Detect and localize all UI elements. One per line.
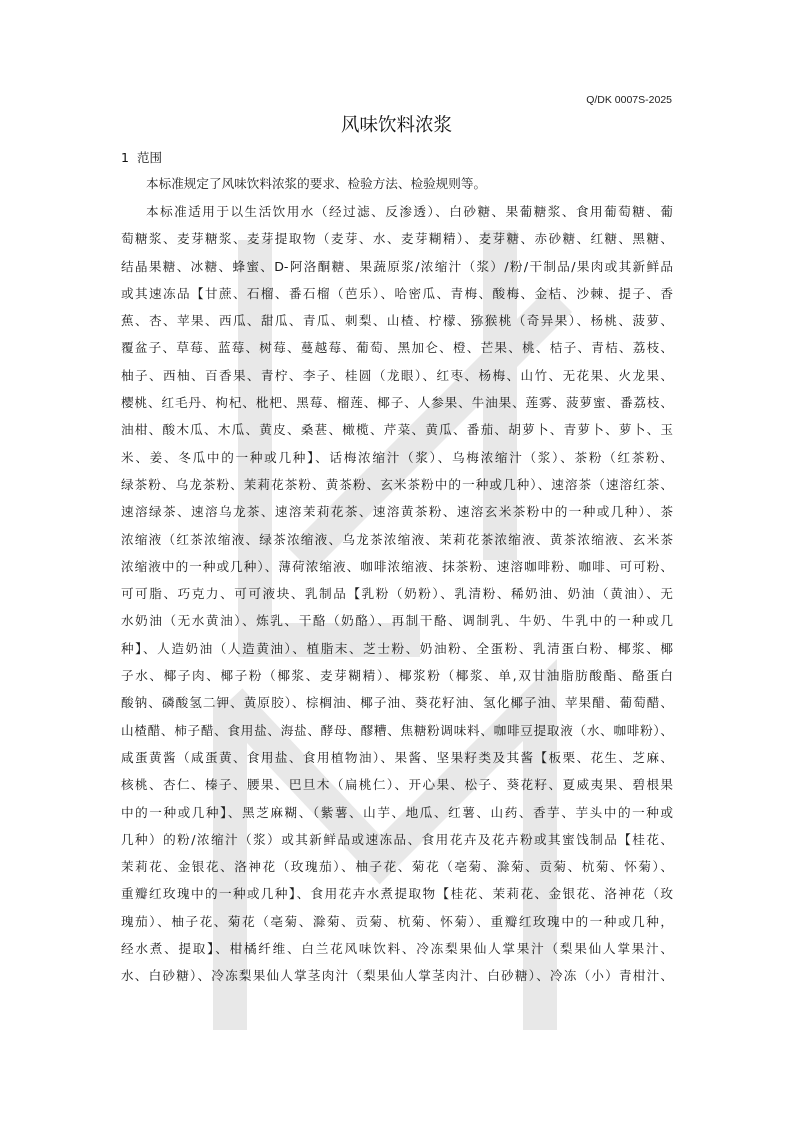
paragraph-line: 萄糖浆、麦芽糖浆、麦芽提取物（麦芽、水、麦芽糊精）、麦芽糖、赤砂糖、红糖、黑糖、 [121,231,673,247]
paragraph-line: 本标准规定了风味饮料浓浆的要求、检验方法、检验规则等。 [146,176,487,191]
paragraph-line: 结晶果糖、冰糖、蜂蜜、D-阿洛酮糖、果蔬原浆/浓缩汁（浆）/粉/干制品/果肉或其新鲜品 [121,258,673,274]
paragraph-line: 咸蛋黄酱（咸蛋黄、食用盐、食用植物油）、果酱、坚果籽类及其酱【板栗、花生、芝麻、 [121,749,673,765]
ingredients-paragraph [121,198,673,990]
paragraph-line: 覆盆子、草莓、蓝莓、树莓、蔓越莓、葡萄、黑加仑、橙、芒果、桃、桔子、青桔、荔枝、 [121,340,673,356]
document-title: 风味饮料浓浆 [340,115,452,136]
paragraph-line: 柚子、西柚、百香果、青柠、李子、桂圆（龙眼）、红枣、杨梅、山竹、无花果、火龙果、 [121,367,673,383]
paragraph-line: 种】、人造奶油（人造黄油）、植脂末、芝士粉、奶油粉、全蛋粉、乳清蛋白粉、椰浆、椰 [121,640,673,656]
paragraph-line: 油柑、酸木瓜、木瓜、黄皮、桑葚、橄榄、芹菜、黄瓜、番茄、胡萝卜、青萝卜、萝卜、玉 [121,422,673,438]
paragraph-line: 蕉、杏、苹果、西瓜、甜瓜、青瓜、刺梨、山楂、柠檬、猕猴桃（奇异果）、杨桃、菠萝、 [121,313,673,329]
paragraph-line: 本标准适用于以生活饮用水（经过滤、反渗透）、白砂糖、果葡糖浆、食用葡萄糖、葡 [146,204,673,219]
section-heading [121,148,162,166]
paragraph-line: 山楂醋、柿子醋、食用盐、海盐、酵母、醪糟、焦糖粉调味料、咖啡豆提取液（水、咖啡粉）、 [121,722,673,738]
scope-paragraph [121,170,673,197]
paragraph-line: 酸钠、磷酸氢二钾、黄原胶）、棕榈油、椰子油、葵花籽油、氢化椰子油、苹果醋、葡萄醋、 [121,695,673,711]
paragraph-line: 速溶绿茶、速溶乌龙茶、速溶茉莉花茶、速溶黄茶粉、速溶玄米茶粉中的一种或几种）、茶 [121,504,673,520]
document-code: Q/DK 0007S-2025 [586,94,672,106]
paragraph-line: 米、姜、冬瓜中的一种或几种】、话梅浓缩汁（浆）、乌梅浓缩汁（浆）、茶粉（红茶粉、 [121,449,673,465]
paragraph-line: 重瓣红玫瑰中的一种或几种】、食用花卉水煮提取物【桂花、茉莉花、金银花、洛神花（玫 [121,886,673,902]
paragraph-line: 几种）的粉/浓缩汁（浆）或其新鲜品或速冻品、食用花卉及花卉粉或其蜜饯制品【桂花、 [121,831,673,847]
section-number: 1 [121,150,129,165]
paragraph-line: 茉莉花、金银花、洛神花（玫瑰茄）、柚子花、菊花（亳菊、滁菊、贡菊、杭菊、怀菊）、 [121,859,673,875]
paragraph-line: 经水煮、提取】、柑橘纤维、白兰花风味饮料、冷冻梨果仙人掌果汁（梨果仙人掌果汁、 [121,941,673,957]
paragraph-line: 浓缩液（红茶浓缩液、绿茶浓缩液、乌龙茶浓缩液、茉莉花茶浓缩液、黄茶浓缩液、玄米茶 [121,531,673,547]
paragraph-line: 瑰茄）、柚子花、菊花（亳菊、滁菊、贡菊、杭菊、怀菊）、重瓣红玫瑰中的一种或几种， [121,913,673,929]
paragraph-line: 樱桃、红毛丹、枸杞、枇杷、黑莓、榴莲、椰子、人参果、牛油果、莲雾、菠萝蜜、番荔枝、 [121,395,673,411]
paragraph-line: 绿茶粉、乌龙茶粉、茉莉花茶粉、黄茶粉、玄米茶粉中的一种或几种）、速溶茶（速溶红茶、 [121,476,673,492]
paragraph-line: 子水、椰子肉、椰子粉（椰浆、麦芽糊精）、椰浆粉（椰浆、单,双甘油脂肪酸酯、酪蛋白 [121,668,673,684]
paragraph-line: 浓缩液中的一种或几种）、薄荷浓缩液、咖啡浓缩液、抹茶粉、速溶咖啡粉、咖啡、可可粉、 [121,558,673,574]
paragraph-line: 水、白砂糖）、冷冻梨果仙人掌茎肉汁（梨果仙人掌茎肉汁、白砂糖）、冷冻（小）青柑汁、 [121,968,673,984]
paragraph-line: 可可脂、巧克力、可可液块、乳制品【乳粉（奶粉）、乳清粉、稀奶油、奶油（黄油）、无 [121,586,673,602]
section-title: 范围 [136,150,162,165]
paragraph-line: 或其速冻品【甘蔗、石榴、番石榴（芭乐）、哈密瓜、青梅、酸梅、金桔、沙棘、提子、香 [121,285,673,301]
paragraph-line: 中的一种或几种】、黑芝麻糊、（紫薯、山芋、地瓜、红薯、山药、香芋、芋头中的一种或 [121,804,673,820]
paragraph-line: 水奶油（无水黄油）、炼乳、干酪（奶酪）、再制干酪、调制乳、牛奶、牛乳中的一种或几 [121,613,673,629]
paragraph-line: 核桃、杏仁、榛子、腰果、巴旦木（扁桃仁）、开心果、松子、葵花籽、夏威夷果、碧根果 [121,777,673,793]
